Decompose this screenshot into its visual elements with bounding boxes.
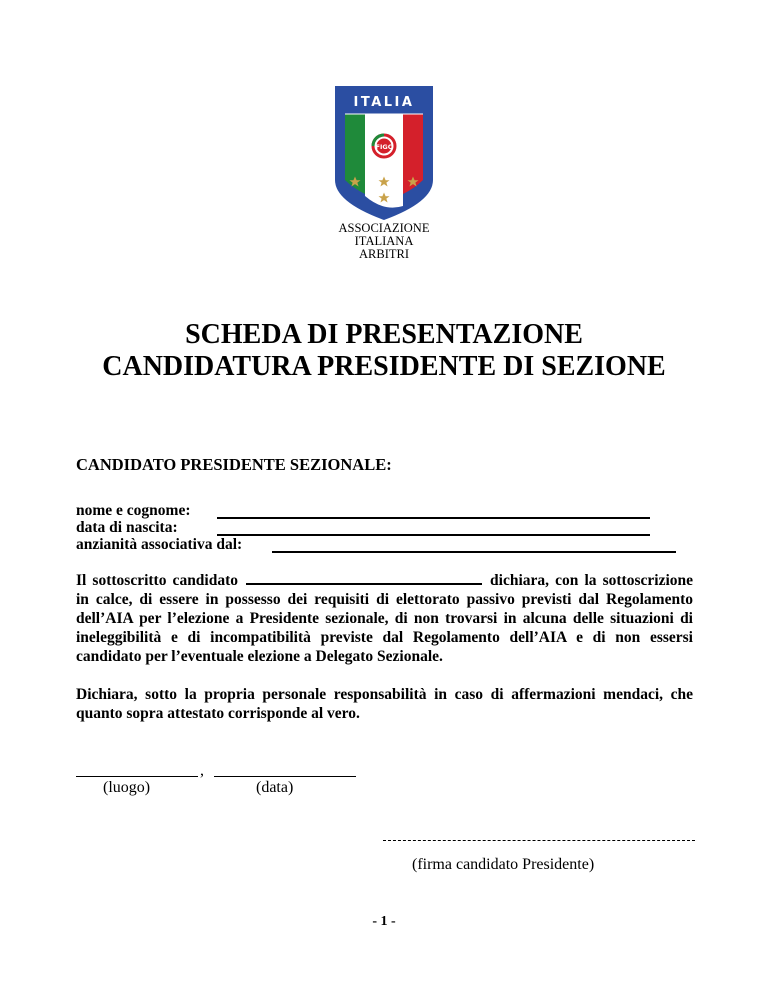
signature-line[interactable] bbox=[383, 840, 695, 841]
page-number: - 1 - bbox=[372, 914, 396, 929]
association-name bbox=[284, 222, 484, 261]
declaration-intro: Il sottoscritto candidato bbox=[76, 572, 239, 589]
date-input-line[interactable] bbox=[214, 776, 356, 777]
declaration-body: dichiara, con la sottoscrizione in calce, di essere in possesso dei requisiti di elettorato passivo previsti dal Regolamento dell’AIA per l’elezione a Presidente sezionale, di non trovarsi in alcuna delle situazioni di ineleggibilità e di incompatibilità previste dal Regolamento dell’AIA e di non essersi candidato per l’eventuale elezione a Delegato Sezionale. bbox=[76, 572, 694, 665]
field-label: anzianità associativa dal: bbox=[76, 536, 243, 553]
place-input-line[interactable] bbox=[76, 776, 198, 777]
birthdate-input-line[interactable] bbox=[217, 534, 650, 536]
seniority-input-line[interactable] bbox=[272, 551, 676, 553]
logo-country-text: ITALIA bbox=[353, 95, 415, 110]
section-heading: CANDIDATO PRESIDENTE SEZIONALE: bbox=[76, 455, 392, 474]
association-line: ARBITRI bbox=[359, 247, 409, 261]
association-line: ITALIANA bbox=[354, 234, 414, 248]
place-label: (luogo) bbox=[103, 779, 151, 796]
logo-federation-text: FIGC bbox=[375, 143, 393, 151]
separator-comma: , bbox=[200, 762, 204, 779]
field-label: nome e cognome: bbox=[76, 502, 191, 519]
figc-logo bbox=[333, 84, 435, 222]
candidate-name-input-line[interactable] bbox=[246, 571, 482, 585]
shield-icon bbox=[333, 84, 435, 222]
date-label: (data) bbox=[256, 779, 294, 796]
document-title-line-2: CANDIDATURA PRESIDENTE DI SEZIONE bbox=[102, 351, 666, 382]
declaration-paragraph bbox=[76, 571, 693, 666]
responsibility-paragraph: Dichiara, sotto la propria personale responsabilità in caso di affermazioni mendaci, che quanto sopra attestato corrisponde al vero. bbox=[76, 686, 693, 722]
field-label: data di nascita: bbox=[76, 519, 178, 536]
name-input-line[interactable] bbox=[217, 517, 650, 519]
association-line: ASSOCIAZIONE bbox=[338, 221, 430, 235]
signature-label: (firma candidato Presidente) bbox=[412, 856, 595, 873]
document-title-line-1: SCHEDA DI PRESENTAZIONE bbox=[185, 319, 583, 350]
